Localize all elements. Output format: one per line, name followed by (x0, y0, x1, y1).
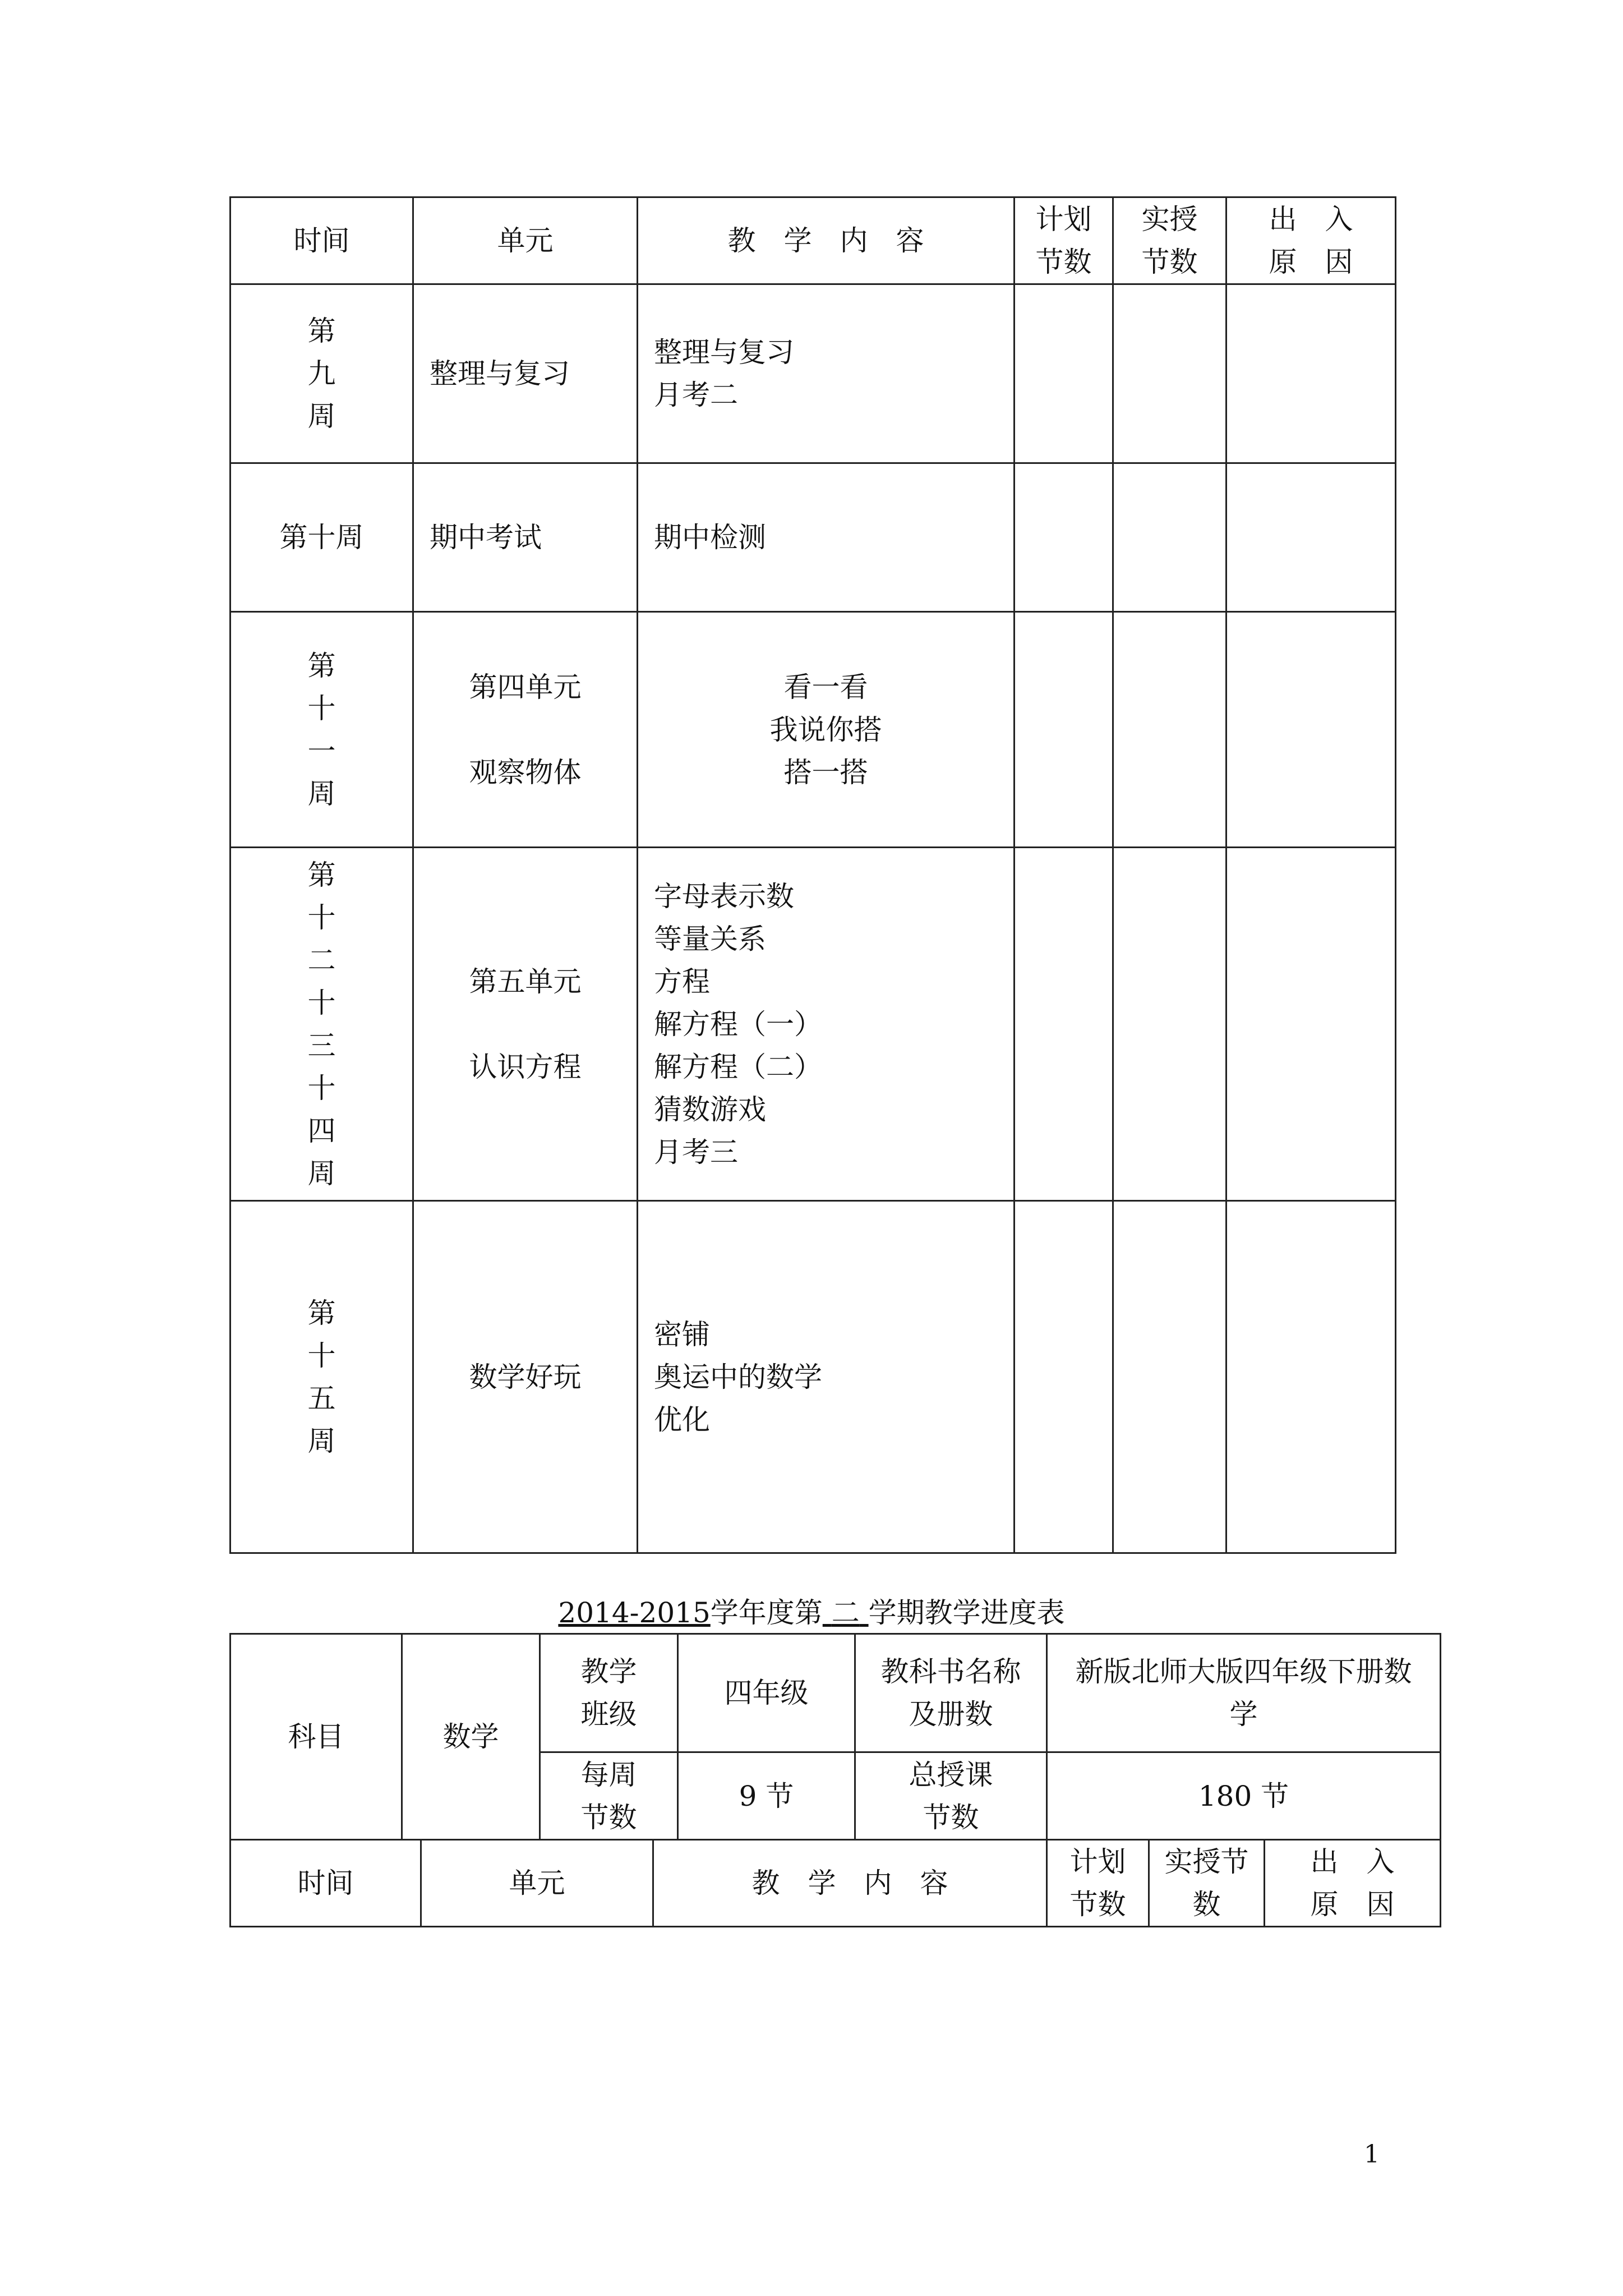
content-cell: 看一看 我说你搭 搭一搭 (638, 612, 1015, 848)
week-cell: 第 九 周 (230, 284, 413, 463)
schedule-row (230, 1201, 1396, 1553)
unit-cell: 数学好玩 (413, 1201, 638, 1553)
header-reason: 出 入 原 因 (1265, 1840, 1441, 1927)
schedule-row (230, 612, 1396, 848)
header-reason: 出 入 原 因 (1227, 197, 1396, 284)
book-value: 新版北师大版四年级下册数 学 (1047, 1634, 1441, 1752)
reason-cell (1227, 463, 1396, 612)
header-planned: 计划 节数 (1047, 1840, 1149, 1927)
weekly-value: 9 节 (678, 1752, 855, 1840)
total-label: 总授课 节数 (855, 1752, 1047, 1840)
header-actual: 实授节 数 (1149, 1840, 1265, 1927)
week-cell: 第十周 (230, 463, 413, 612)
info-row (230, 1634, 1441, 1752)
book-label: 教科书名称 及册数 (855, 1634, 1047, 1752)
actual-cell (1113, 463, 1227, 612)
week-cell: 第 十 二 十 三 十 四 周 (230, 848, 413, 1201)
header-actual: 实授 节数 (1113, 197, 1227, 284)
content-cell: 字母表示数 等量关系 方程 解方程（一） 解方程（二） 猜数游戏 月考三 (638, 848, 1015, 1201)
header-planned: 计划 节数 (1015, 197, 1113, 284)
unit-cell: 第四单元 观察物体 (413, 612, 638, 848)
title-year: 2014-2015 (558, 1596, 711, 1629)
document-title (0, 1594, 1623, 1631)
page-number: 1 (1364, 2140, 1380, 2169)
schedule-row (230, 848, 1396, 1201)
total-value: 180 节 (1047, 1752, 1441, 1840)
title-mid: 学年度第 (710, 1596, 823, 1629)
header-unit: 单元 (413, 197, 638, 284)
planned-cell (1015, 848, 1113, 1201)
actual-cell (1113, 848, 1227, 1201)
weekly-label: 每周 节数 (540, 1752, 678, 1840)
actual-cell (1113, 284, 1227, 463)
header-time: 时间 (230, 197, 413, 284)
schedule-table (229, 196, 1396, 1554)
schedule-header-row (230, 197, 1396, 284)
unit-cell: 第五单元 认识方程 (413, 848, 638, 1201)
unit-cell: 期中考试 (413, 463, 638, 612)
content-cell: 密铺 奥运中的数学 优化 (638, 1201, 1015, 1553)
title-end: 学期教学进度表 (868, 1596, 1065, 1629)
schedule-row (230, 463, 1396, 612)
planned-cell (1015, 284, 1113, 463)
planned-cell (1015, 1201, 1113, 1553)
class-label: 教学 班级 (540, 1634, 678, 1752)
title-term: 二 (831, 1596, 860, 1629)
content-cell: 整理与复习 月考二 (638, 284, 1015, 463)
reason-cell (1227, 284, 1396, 463)
week-cell: 第 十 一 周 (230, 612, 413, 848)
header-time: 时间 (230, 1840, 421, 1927)
planned-cell (1015, 463, 1113, 612)
reason-cell (1227, 612, 1396, 848)
class-value: 四年级 (678, 1634, 855, 1752)
reason-cell (1227, 848, 1396, 1201)
schedule-header-table (229, 1839, 1441, 1927)
subject-value: 数学 (402, 1634, 540, 1840)
actual-cell (1113, 1201, 1227, 1553)
content-cell: 期中检测 (638, 463, 1015, 612)
reason-cell (1227, 1201, 1396, 1553)
header-unit: 单元 (421, 1840, 653, 1927)
unit-cell: 整理与复习 (413, 284, 638, 463)
info-table (229, 1633, 1441, 1841)
schedule-row (230, 284, 1396, 463)
schedule-header-row (230, 1840, 1441, 1927)
header-content: 教 学 内 容 (638, 197, 1015, 284)
week-cell: 第 十 五 周 (230, 1201, 413, 1553)
header-content: 教 学 内 容 (653, 1840, 1047, 1927)
subject-label: 科目 (230, 1634, 402, 1840)
actual-cell (1113, 612, 1227, 848)
planned-cell (1015, 612, 1113, 848)
